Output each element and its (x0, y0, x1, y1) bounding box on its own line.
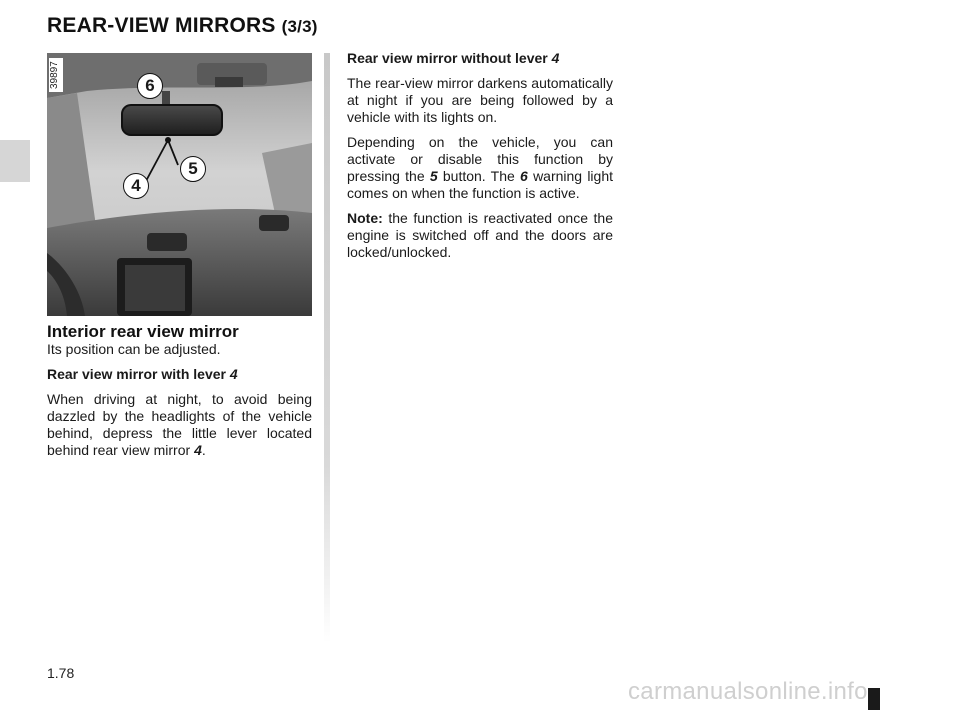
interior-rear-view-mirror-photo-icon (47, 53, 312, 316)
lever-section-title (47, 366, 312, 383)
page-number: 1.78 (47, 665, 75, 681)
note-text: the function is reactivated once the engine is switched off and the doors are locked/unlocked. (347, 210, 614, 260)
para2-number-6: 6 (520, 168, 528, 184)
left-column (47, 322, 312, 467)
right-column (347, 50, 613, 269)
para2-text-a: Depending on the vehicle, you can activate or disable this function by pressing the (347, 134, 613, 184)
lever-title-text: Rear view mirror with lever (47, 366, 226, 382)
column-divider (324, 53, 330, 643)
note-paragraph (347, 210, 613, 261)
lever-title-number: 4 (229, 366, 238, 382)
no-lever-paragraph-2 (347, 134, 613, 202)
callout-4: 4 (123, 173, 149, 199)
figure-reference-code: 39897 (49, 58, 63, 92)
lever-body-text: When driving at night, to avoid being dazzled by the headlights of the vehicle behind, depress the little lever located behind rear view mirror (47, 391, 312, 458)
page-title (47, 14, 318, 38)
title-text: REAR-VIEW MIRRORS (47, 14, 276, 37)
mirror-figure (47, 53, 312, 316)
note-label: Note: (347, 210, 383, 226)
callout-5: 5 (180, 156, 206, 182)
lever-body-end: . (201, 442, 206, 458)
title-part: (3/3) (281, 17, 318, 36)
lever-section-body (47, 391, 312, 459)
para2-text-b: button. The (442, 168, 515, 184)
no-lever-title-number: 4 (551, 50, 560, 66)
no-lever-title-text: Rear view mirror without lever (347, 50, 548, 66)
watermark: carmanualsonline.info (628, 678, 868, 705)
side-tab-marker (0, 140, 30, 182)
lever-body-number: 4 (194, 442, 202, 458)
no-lever-section-title (347, 50, 613, 67)
section-subheading: Its position can be adjusted. (47, 341, 221, 357)
section-heading: Interior rear view mirror (47, 322, 239, 341)
para2-text-c: warning light comes on when the function is active. (347, 168, 614, 201)
para2-number-5: 5 (429, 168, 438, 184)
corner-mark (868, 688, 880, 710)
no-lever-paragraph-1: The rear-view mirror darkens automatically at night if you are being followed by a vehicle with its lights on. (347, 75, 613, 125)
callout-6: 6 (137, 73, 163, 99)
